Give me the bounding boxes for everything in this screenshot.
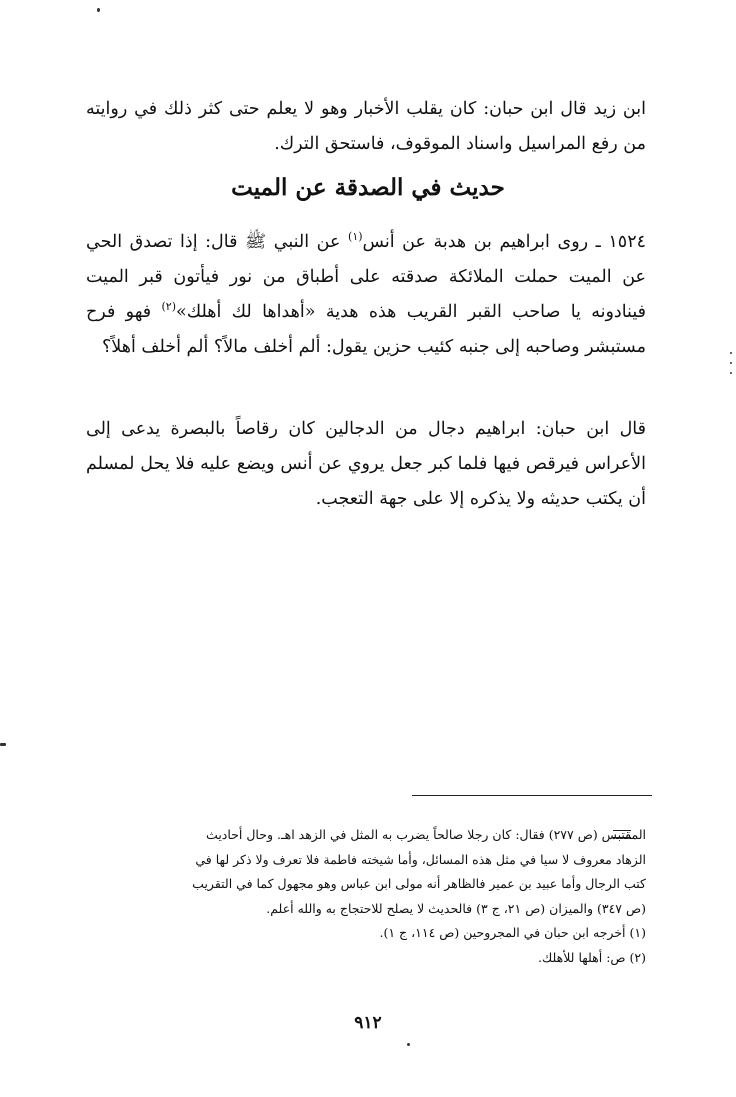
section-heading: حديث في الصدقة عن الميت [231, 174, 505, 201]
scan-speck [730, 372, 732, 374]
footnote-continuation-line: الزهاد معروف لا سيا في مثل هذه المسائل، وأما شيخته فاطمة فلا تعرف ولا ذكر لها في [195, 851, 646, 867]
footnote-2: (٢) ص: أهلها للأهلك. [537, 949, 646, 965]
footnote-separator-rule [412, 795, 652, 796]
footnote-1: (١) أخرجه ابن حبان في المجروحين (ص ١١٤، ج ١). [379, 925, 646, 940]
scan-speck [730, 352, 732, 354]
hadith-text-part-a: ١٥٢٤ ـ روى ابراهيم بن هدبة عن أنس [362, 232, 646, 252]
hadith-paragraph [86, 225, 646, 365]
footnote-ref-1: (١) [348, 230, 363, 244]
paragraph-ibn-hibban-on-ibrahim: قال ابن حبان: ابراهيم دجال من الدجالين كان رقاصاً بالبصرة يدعى إلى الأعراس فيرقص فيها فلما كبر جعل يروي عن أنس ويضع عليه فلا يحل لمسلم أن يكتب حديثه ولا يذكره إلا على جهة التعجب. [86, 419, 646, 509]
scan-speck [407, 1043, 410, 1046]
footnote-continuation-line: المقتبس (ص ٢٧٧) فقال: كان رجلا صالحاً يضرب به المثل في الزهد اهـ. وحال أحاديث [206, 827, 646, 842]
footnote-ref-2: (٢) [161, 300, 176, 314]
paragraph-ibn-hibban-on-ibn-zayd: ابن زيد قال ابن حبان: كان يقلب الأخبار وهو لا يعلم حتى كثر ذلك في روايته من رفع المراسيل واسناد الموقوف، فاستحق الترك. [86, 99, 646, 154]
hadith-text-part-c: فهو فرح مستبشر وصاحبه إلى جنبه كئيب حزين يقول: ألم أخلف مالاً؟ ألم أخلف أهلاً؟ [86, 302, 646, 357]
footnotes-block [74, 823, 646, 970]
page-number: ٩١٢ [354, 1013, 382, 1033]
footnote-continuation-line: كتب الرجال وأما عبيد بن عمير فالظاهر أنه مولى ابن عباس وهو مجهول كما في التقريب [192, 876, 646, 891]
scan-speck [730, 362, 732, 364]
scan-speck [97, 8, 100, 12]
scan-speck [0, 743, 6, 746]
hadith-text-part-b: عن النبي ﷺ قال: إذا تصدق الحي عن الميت حملت الملائكة صدقته على أطباق من نور فيأتون قبر الميت فينادونه يا صاحب القبر القريب هذه هدية «أهداها لك أهلك» [86, 232, 646, 322]
footnote-continuation-line: (ص ٣٤٧) والميزان (ص ٢١، ج ٣) فالحديث لا يصلح للاحتجاج به والله أعلم. [266, 900, 646, 916]
